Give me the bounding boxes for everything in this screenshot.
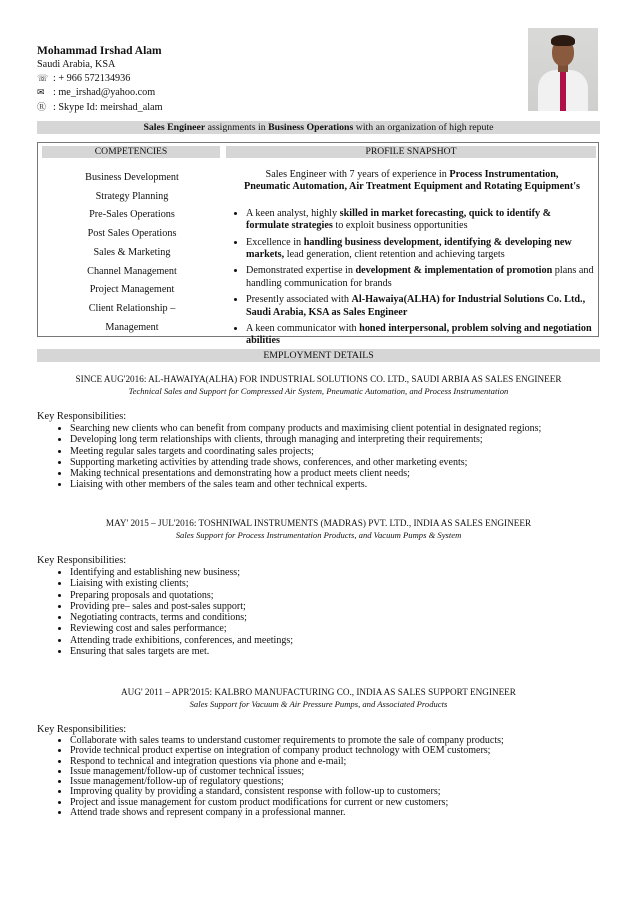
- competency-item: Business Development: [85, 172, 179, 183]
- phone-icon: ☏: [37, 73, 49, 84]
- job-subtitle: Sales Support for Process Instrumentation Products, and Vacuum Pumps & System: [175, 530, 462, 540]
- list-item: • Preparing proposals and quotations;: [70, 590, 600, 601]
- competency-item: Post Sales Operations: [87, 228, 177, 240]
- competency-item: Pre-Sales Operations: [89, 209, 175, 221]
- envelope-icon: ✉: [37, 88, 45, 98]
- profile-photo: [528, 28, 598, 111]
- profile-snapshot: [228, 169, 596, 352]
- skype-icon: Ⓡ: [37, 102, 47, 113]
- list-item: • Collaborate with sales teams to understand customer requirements to promote the sale of company products;: [70, 736, 600, 746]
- key-responsibilities-label: Key Responsibilities:: [37, 555, 127, 566]
- profile-bullet: • Excellence in handling business development, identifying & developing new markets, lead generation, client retention and achieving targets: [246, 237, 596, 262]
- competencies-profile-box: [37, 142, 599, 347]
- responsibility-list: [37, 423, 600, 491]
- job-entry: [37, 517, 600, 657]
- employment-heading: EMPLOYMENT DETAILS: [37, 349, 600, 362]
- list-item: • Respond to technical and integration questions via phone and e-mail;: [70, 757, 600, 767]
- key-responsibilities-label: Key Responsibilities:: [37, 411, 127, 422]
- phone-number: : + 966 572134936: [53, 72, 131, 84]
- profile-bullets: [228, 208, 596, 348]
- job-entry: [37, 373, 600, 491]
- profile-bullet: • Presently associated with Al-Hawaiya(ALHA) for Industrial Solutions Co. Ltd., Saudi Arabia, KSA as Sales Engineer: [246, 294, 596, 319]
- list-item: • Providing pre– sales and post-sales support;: [70, 601, 600, 612]
- job-title: MAY' 2015 – JUL'2016: TOSHNIWAL INSTRUMENTS (MADRAS) PVT. LTD., INDIA AS SALES ENGINEER: [105, 518, 532, 528]
- skype-line: [37, 101, 507, 116]
- job-title: AUG' 2011 – APR'2015: KALBRO MANUFACTURING CO., INDIA AS SALES SUPPORT ENGINEER: [121, 687, 516, 697]
- profile-bullet: • A keen communicator with honed interpersonal, problem solving and negotiation abilities: [246, 323, 596, 348]
- competency-item: Channel Management: [87, 265, 177, 277]
- profile-heading: PROFILE SNAPSHOT: [226, 146, 596, 158]
- list-item: • Issue management/follow-up of customer technical issues;: [70, 767, 600, 777]
- list-item: • Attending trade exhibitions, conferences, and meetings;: [70, 635, 600, 646]
- list-item: • Supporting marketing activities by attending trade shows, conferences, and other marketing events;: [70, 457, 600, 468]
- list-item: • Negotiating contracts, terms and conditions;: [70, 612, 600, 623]
- job-subtitle: Technical Sales and Support for Compressed Air System, Pneumatic Automation, and Process Instrumentation: [128, 386, 509, 396]
- profile-summary: Sales Engineer with 7 years of experience in Process Instrumentation, Pneumatic Automation, Air Treatment Equipment and Rotating Equipment's: [243, 169, 581, 193]
- contact-header: [37, 44, 507, 115]
- responsibility-list: [37, 567, 600, 657]
- skype-id: : Skype Id: meirshad_alam: [53, 101, 163, 113]
- list-item: • Searching new clients who can benefit from company products and maximising client potential in designated regions;: [70, 423, 600, 434]
- list-item: • Identifying and establishing new business;: [70, 567, 600, 578]
- job-subtitle: Sales Support for Vacuum & Air Pressure Pumps, and Associated Products: [189, 699, 448, 709]
- job-entry: [37, 686, 600, 818]
- list-item: • Liaising with existing clients;: [70, 578, 600, 589]
- profile-bullet: • Demonstrated expertise in development & implementation of promotion plans and handling communication for brands: [246, 265, 596, 290]
- job-title: SINCE AUG'2016: AL-HAWAIYA(ALHA) FOR INDUSTRIAL SOLUTIONS CO. LTD., SAUDI ARBIA AS SALES ENGINEER: [75, 374, 562, 384]
- competency-item: Strategy Planning: [95, 190, 169, 202]
- competency-item: Sales & Marketing: [93, 246, 171, 258]
- list-item: • Improving quality by providing a standard, consistent response with follow-up to customers;: [70, 787, 600, 797]
- list-item: • Making technical presentations and demonstrating how a product meets client needs;: [70, 468, 600, 479]
- list-item: • Liaising with other members of the sales team and other technical experts.: [70, 479, 600, 490]
- list-item: • Ensuring that sales targets are met.: [70, 646, 600, 657]
- competencies-list: [44, 169, 220, 337]
- email-line: [37, 86, 507, 101]
- competency-item: Client Relationship –: [88, 302, 176, 314]
- competencies-heading: COMPETENCIES: [42, 146, 220, 158]
- objective-bar: Sales Engineer assignments in Business Operations with an organization of high repute: [37, 121, 600, 134]
- competency-item: Management: [105, 321, 159, 333]
- key-responsibilities-label: Key Responsibilities:: [37, 724, 127, 735]
- list-item: • Project and issue management for custom product modifications for current or new customers;: [70, 798, 600, 808]
- competency-item: Project Management: [89, 284, 175, 296]
- list-item: • Attend trade shows and represent company in a professional manner.: [70, 808, 600, 818]
- list-item: • Reviewing cost and sales performance;: [70, 623, 600, 634]
- list-item: • Developing long term relationships with clients, through managing and interpreting their requirements;: [70, 434, 600, 445]
- profile-bullet: • A keen analyst, highly skilled in market forecasting, quick to identify & formulate strategies to exploit business opportunities: [246, 208, 596, 233]
- email-address: : me_irshad@yahoo.com: [53, 87, 156, 98]
- list-item: • Meeting regular sales targets and coordinating sales projects;: [70, 446, 600, 457]
- phone-line: [37, 72, 507, 87]
- responsibility-list: [37, 736, 600, 818]
- candidate-name: Mohammad Irshad Alam: [37, 45, 162, 57]
- location: Saudi Arabia, KSA: [37, 59, 116, 70]
- list-item: • Issue management/follow-up of regulatory questions;: [70, 777, 600, 787]
- list-item: • Provide technical product expertise on integration of company product technology with OEM customers;: [70, 746, 600, 756]
